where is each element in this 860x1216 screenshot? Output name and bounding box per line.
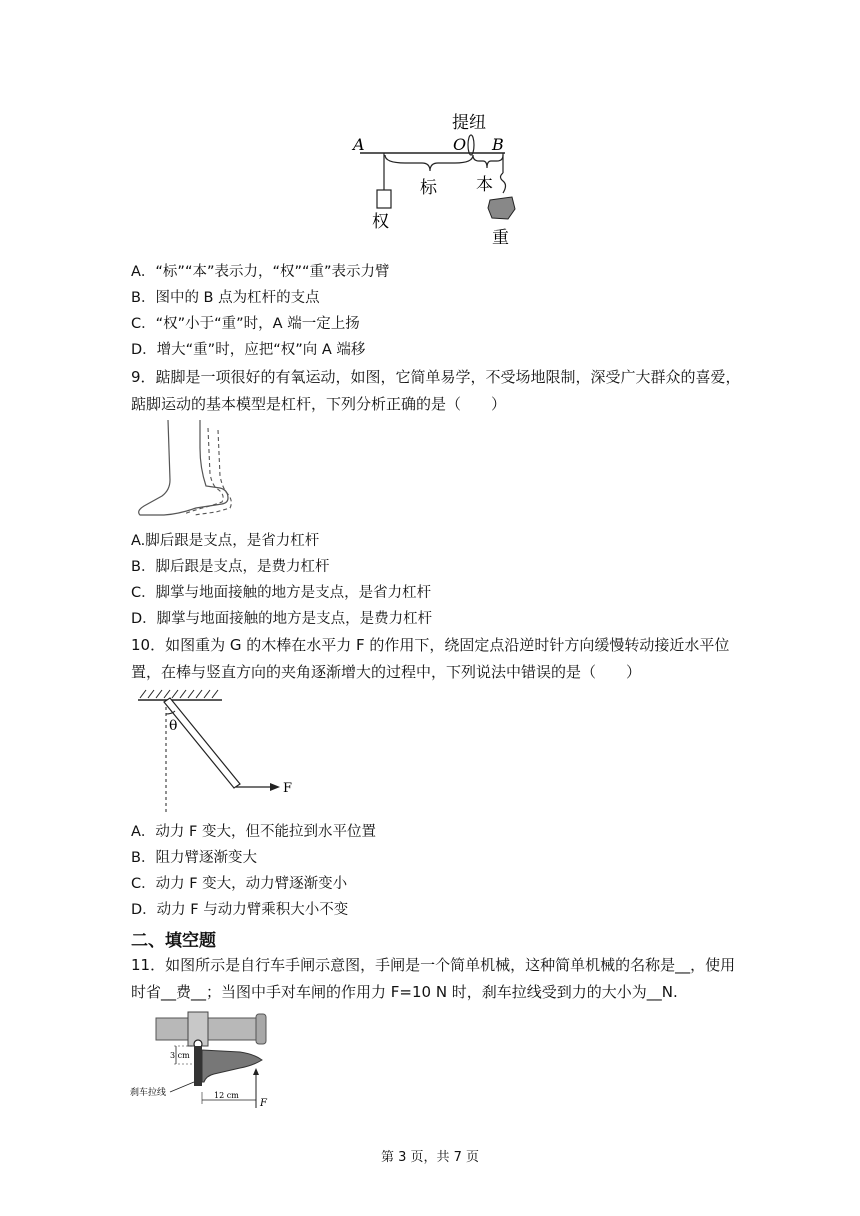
q9-stem-line1: 9．踮脚是一项很好的有氧运动，如图，它简单易学，不受场地限制，深受广大群众的喜爱， [131, 368, 741, 386]
section-heading: 二、填空题 [131, 931, 216, 951]
foot-outline [139, 420, 228, 515]
q10-option-c: C．动力 F 变大，动力臂逐渐变小 [131, 876, 348, 892]
q8-option-a: A．“标”“本”表示力，“权”“重”表示力臂 [131, 264, 390, 280]
q9-option-b: B．脚后跟是支点，是费力杠杆 [131, 559, 330, 575]
label-F: F [283, 781, 293, 796]
q10-option-d: D．动力 F 与动力臂乘积大小不变 [131, 902, 349, 918]
q11-stem-line1: 11．如图所示是自行车手闸示意图，手闸是一个简单机械，这种简单机械的名称是__，使用 [131, 956, 736, 974]
page-footer: 第 3 页，共 7 页 [380, 1150, 480, 1165]
q9-stem-line2: 踮脚运动的基本模型是杠杆，下列分析正确的是（ ） [131, 395, 507, 413]
q8-option-c: C．“权”小于“重”时，A 端一定上扬 [131, 316, 360, 332]
label-biao: 标 [420, 178, 437, 198]
q9-option-a: A.脚后跟是支点，是省力杠杆 [131, 533, 320, 549]
q10-option-b: B．阻力臂逐渐变大 [131, 850, 257, 866]
biao-brace [385, 155, 473, 171]
label-B: B [492, 135, 504, 154]
tizu-loop [468, 135, 474, 155]
brake-wire-pointer [170, 1082, 194, 1092]
zhong-object [488, 197, 515, 219]
handlebar-end [256, 1014, 266, 1044]
q10-option-a: A．动力 F 变大，但不能拉到水平位置 [131, 824, 376, 840]
q9-option-d: D．脚掌与地面接触的地方是支点，是费力杠杆 [131, 611, 433, 627]
q9-option-c: C．脚掌与地面接触的地方是支点，是省力杠杆 [131, 585, 432, 601]
q11-stem-line2: 时省__费__；当图中手对车闸的作用力 F=10 N 时，刹车拉线受到力的大小为__N. [131, 983, 678, 1001]
rod-figure [130, 684, 300, 814]
label-brake-wire: 刹车拉线 [130, 1088, 167, 1098]
label-zhong: 重 [492, 228, 509, 248]
tiptoe-foot-figure [134, 418, 239, 520]
label-12cm: 12 cm [214, 1091, 239, 1100]
force-arrow-head [270, 783, 280, 791]
steelyard-figure [340, 105, 530, 250]
brake-wire-holder [194, 1046, 202, 1086]
label-quan: 权 [372, 212, 389, 232]
label-tizu: 提纽 [452, 113, 486, 133]
label-ben: 本 [476, 175, 493, 195]
ceiling-hatching [140, 690, 218, 698]
quan-weight [377, 190, 391, 208]
q10-stem-line1: 10．如图重为 G 的木棒在水平力 F 的作用下，绕固定点沿逆时针方向缓慢转动接近水平位 [131, 636, 730, 654]
label-O: O [453, 135, 467, 154]
foot-raised-outline-1 [184, 428, 223, 514]
ben-brace [473, 155, 503, 168]
q8-option-d: D．增大“重”时，应把“权”向 A 端移 [131, 342, 366, 358]
handlebar [156, 1018, 264, 1040]
label-3cm: 3 cm [170, 1051, 190, 1060]
hook [501, 173, 506, 193]
brake-lever [202, 1050, 262, 1082]
label-F-brake: F [260, 1098, 267, 1109]
label-A: A [353, 135, 365, 154]
bicycle-brake-figure [130, 1008, 280, 1110]
label-theta: θ [169, 718, 178, 734]
wooden-rod [164, 698, 240, 788]
q8-option-b: B．图中的 B 点为杠杆的支点 [131, 290, 320, 306]
q10-stem-line2: 置，在棒与竖直方向的夹角逐渐增大的过程中，下列说法中错误的是（ ） [131, 663, 642, 681]
